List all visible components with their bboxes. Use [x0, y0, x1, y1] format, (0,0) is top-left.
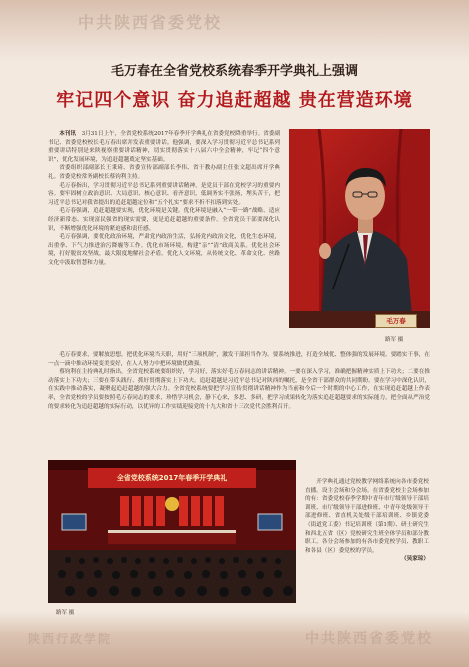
full-paragraph: 毛万春要求，要解放思想，把优化环境当天职，用好“三项机制”，激发干部担当作为。要系统推进，打造全域优、整体强的发展环境。要踏实干事，在一点一滴中推动环境变美变好，在人人努力中把环境做优做强。	[48, 352, 430, 367]
right-paragraph: 开学典礼通过党校教学网络系统向各市委党校直播。设主会场和分会场。在省委党校主会场参加的有：省委党校春季学期中青年市厅级领导干部培训班、市厅级领导干部进修班、中青年处级领导干部进修班、省直机关处级干部培训班、乡镇党委（街道党工委）书记培训班（第1期）、研士研究生和西北五省（区）党校研究生班全体学员和部分教职工。各分会场参加的有各市委党校学员、教职工和各县（区）委党校的学员。	[305, 479, 429, 554]
right-column	[305, 478, 429, 564]
photo1-credit: 路军 摄	[385, 337, 404, 343]
photo2-credit: 路军 摄	[56, 610, 75, 616]
lead-paragraph	[48, 130, 280, 164]
ceremony-photo	[48, 460, 296, 603]
full-paragraph: 蔡钧利在主持典礼时指出，全省党校系统要组织好，学习好，落实好毛万春同志的讲话精神。一要在深入学习，准确把握精神实质上下功夫；二要在推动落实上下功夫；三要在带头践行、抓好贯彻落实上下功夫。追赶超越是习近平总书记对陕西的嘱托，是全省干部群众的共同期盼。要在学习中深化认识，在实践中推动落实，凝聚起追赶超越的强大合力。全省党校系统要把学习宣传贯彻讲话精神作为当前和今后一个时期的中心工作，在实现追赶超越上作表率，全省党校的学员要按照毛万春同志的要求，珍惜学习机会，静下心来，多思、多研，把学习成果转化为落实追赶超越要求的实际能力。把全面从严治党的要求转化为追赶超越的实际行动，以优异的工作实绩迎接党的十九大和省十三次党代会胜利召开。	[48, 369, 430, 410]
left-paragraph: 毛万春强调，要优化政治环境，严肃党内政治生活，弘扬党内政治文化，优化生态环境，出重拳、下气力推进治污降霾等工作。优化市场环境，构建“亲”“清”政商关系。优化社会环境，打好脱贫攻坚战，最大限度地解社会矛盾。优化人文环境，从传统文化、革命文化、丝路文化中汲取智慧和力量。	[48, 234, 280, 266]
speaker-nameplate: 毛万春	[375, 314, 417, 328]
lead-text: 3月31日上午，全省党校系统2017年春季开学典礼在省委党校降重举行。省委副书记、省委党校校长毛万春出席并发表重要讲话。他强调，要深入学习贯彻习近平总书记系列重要讲话特别是来陕视察重要讲话精神，切实贯彻落实十八届六中全会精神，牢记“四个意识”，优化发展环境，为追赶超越奠定坚实基础。	[48, 131, 280, 163]
speaker-photo	[289, 129, 430, 328]
left-paragraph: 毛万春指出，学习贯彻习近平总书记系列重要讲话精神，是党员干部在党校学习的重要内容。要牢固树立政治意识、大局意识、核心意识、看齐意识，低调务实不张扬，埋头苦干，把习近平总书记对我省提出的追赶超越定位和“五个扎实”要求不折不扣落到实处。	[48, 182, 280, 206]
article-kicker: 毛万春在全省党校系统春季开学典礼上强调	[110, 64, 358, 79]
author-tag: 本刊讯	[59, 131, 76, 137]
bottom-right-watermark-text: 中共陕西省委党校	[305, 631, 433, 647]
top-watermark-text: 中共陕西省委党校	[78, 13, 223, 32]
ceremony-banner-text: 全省党校系统2017年春季开学典礼	[116, 474, 228, 482]
article-signature: （吴家琮）	[401, 556, 429, 563]
left-paragraph: 毛万春强调，追赶超越要实现，优化环境是关键。优化环境是融入“一带一路”战略、适应经济新常态、实现富民强省的现实需要，更是追赶超越的重要条件。全省党员干部要深化认识，不断增强优化环境的紧迫感和责任感。	[48, 208, 280, 232]
speaker-illustration	[289, 129, 430, 328]
top-banner-background	[0, 0, 469, 62]
left-column	[48, 130, 280, 268]
left-paragraph: 省委组织部副部长王秉琦、省委宣传部副部长李伟、省干教办副主任张文超出席开学典礼。省委党校常务副校长蔡钧利主持。	[48, 165, 280, 180]
article-headline: 牢记四个意识 奋力追赶超越 贵在营造环境	[56, 90, 413, 111]
full-width-section	[48, 351, 430, 411]
bottom-left-watermark-text: 陕西行政学院	[28, 632, 113, 646]
